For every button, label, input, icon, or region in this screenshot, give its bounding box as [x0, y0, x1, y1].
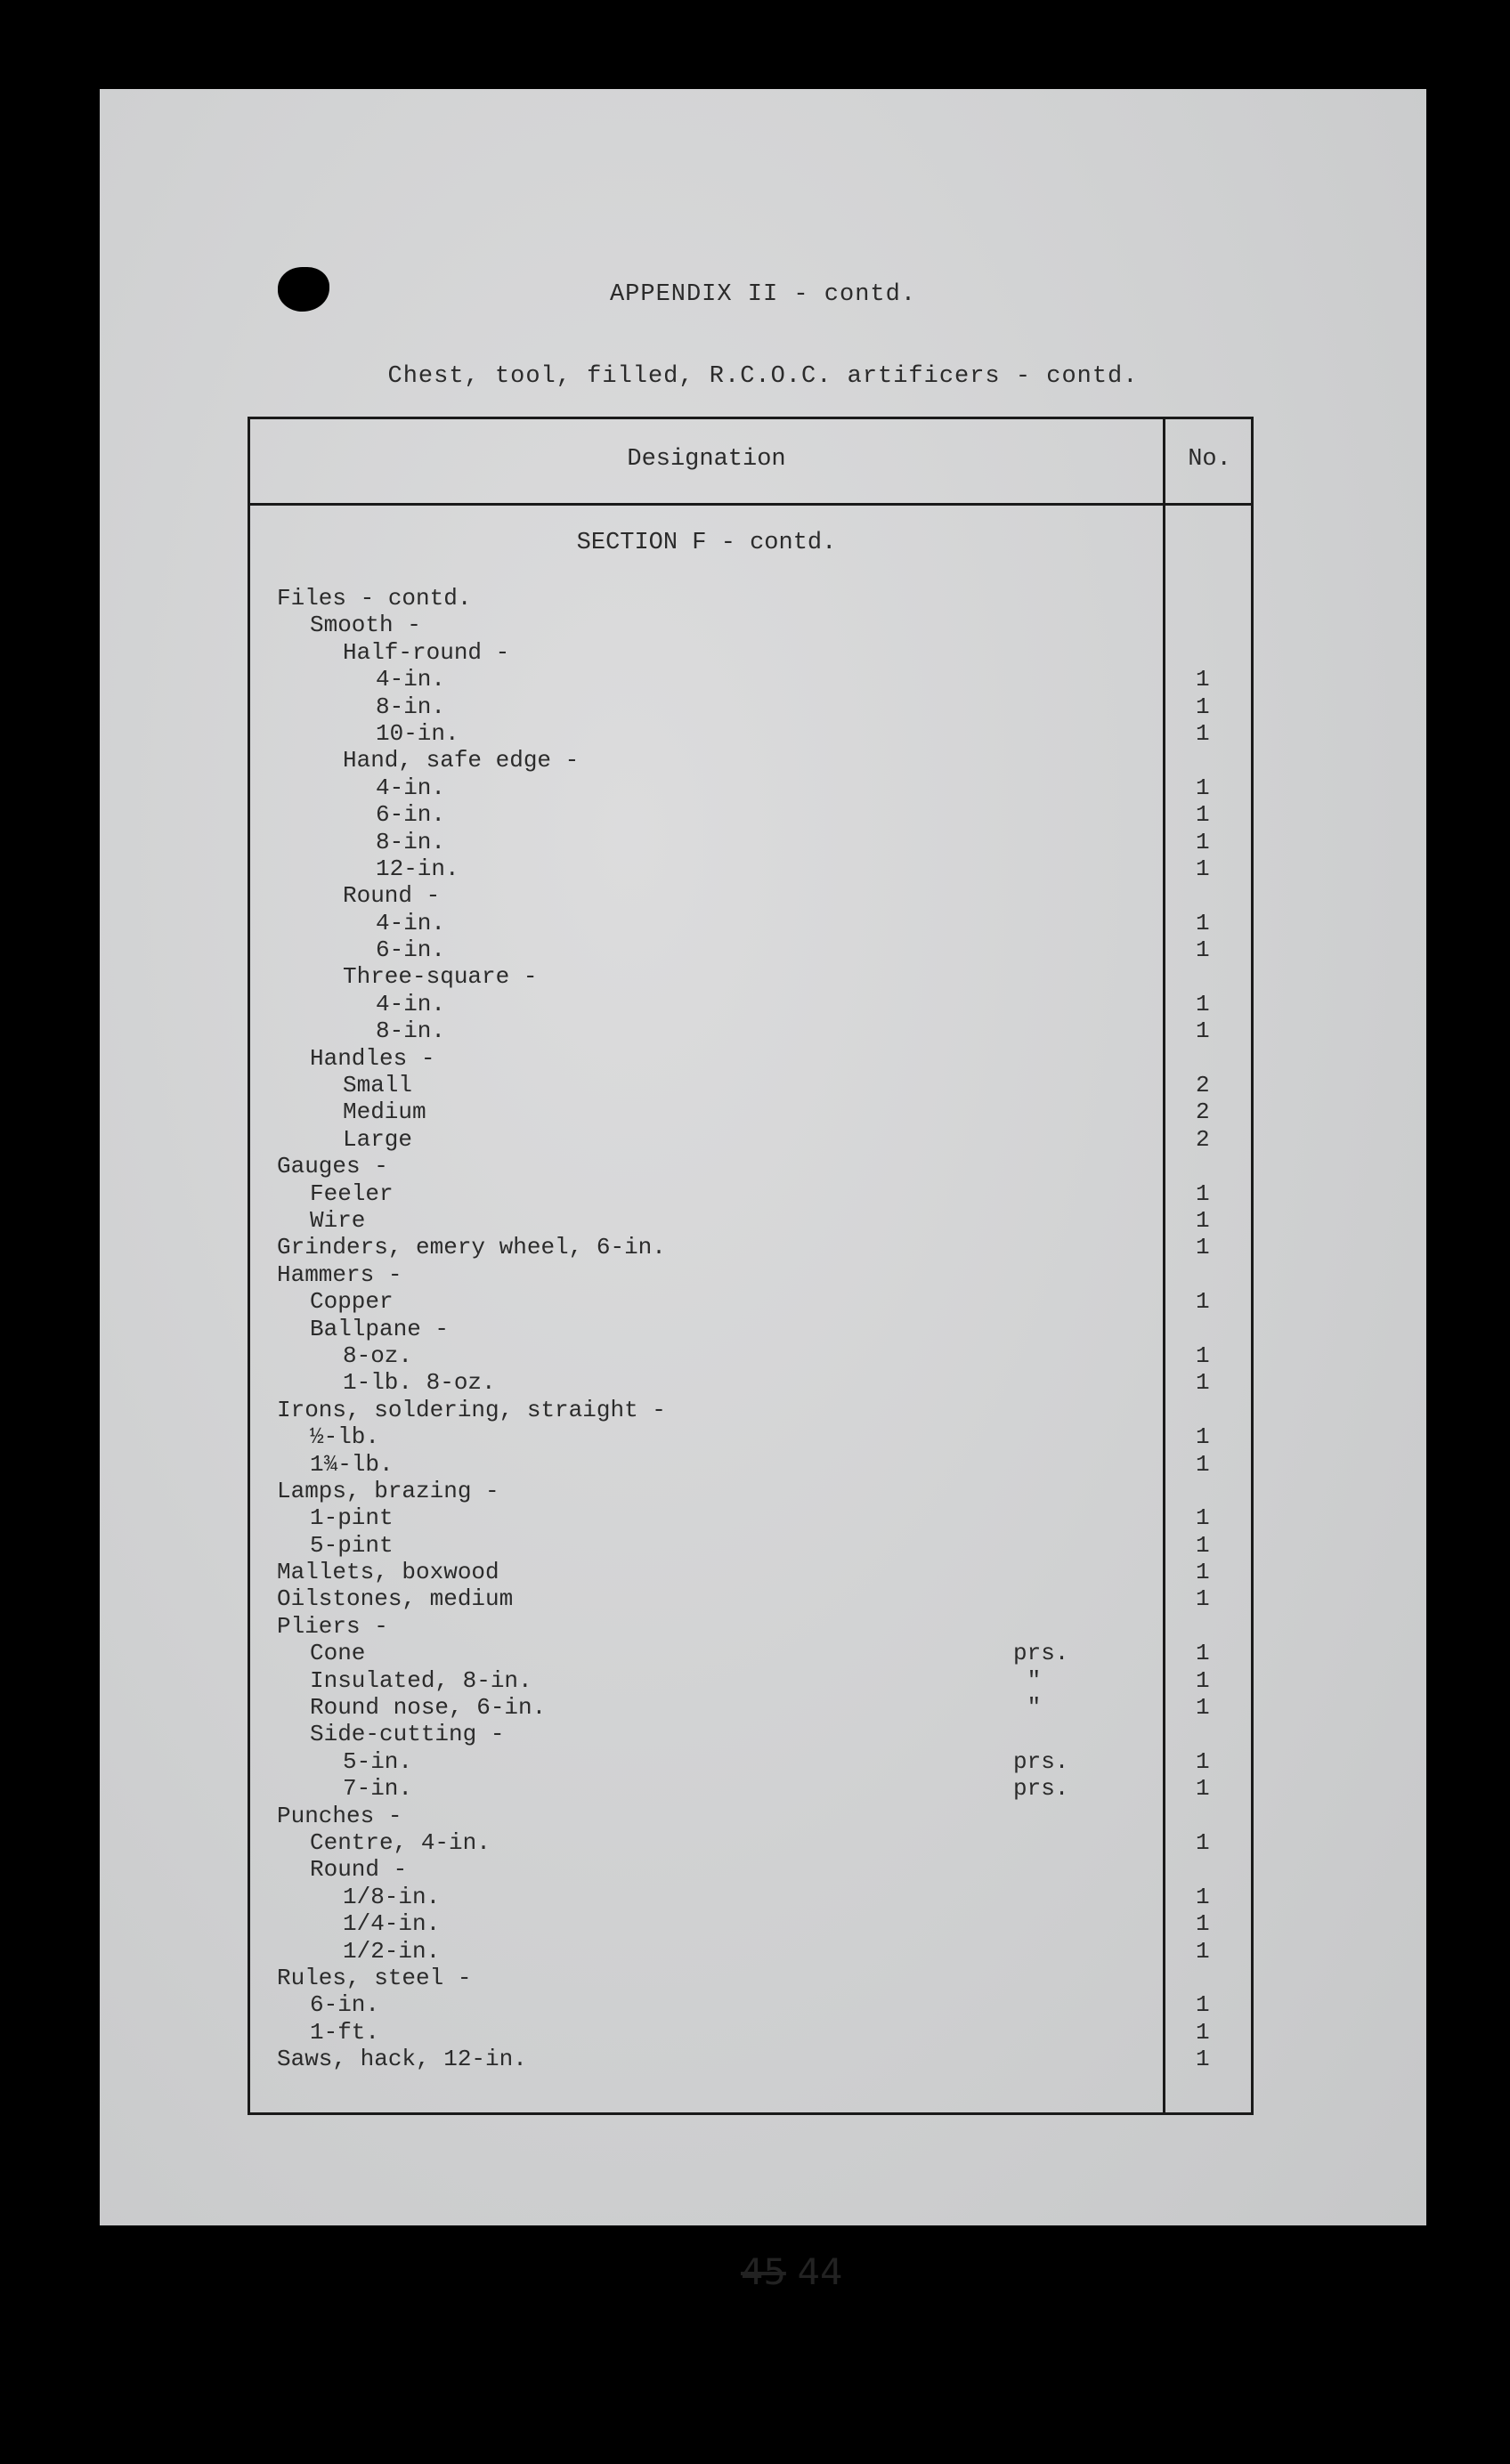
- table-row: [250, 1261, 1252, 1288]
- table-row: [250, 936, 1252, 963]
- row-designation: Oilstones, medium: [277, 1585, 514, 1613]
- table-row: [250, 1613, 1252, 1640]
- row-designation: 1/2-in.: [343, 1937, 441, 1965]
- table-row: [250, 855, 1252, 882]
- row-quantity: 1: [1196, 1234, 1210, 1261]
- table-row: [250, 585, 1252, 612]
- table-row: [250, 720, 1252, 747]
- row-quantity: 1: [1196, 2018, 1210, 2046]
- table-row: [250, 1397, 1252, 1423]
- row-designation: 6-in.: [376, 801, 446, 829]
- table-row: [250, 1045, 1252, 1072]
- row-quantity: 1: [1196, 1910, 1210, 1938]
- table-subtitle: Chest, tool, filled, R.C.O.C. artificers - contd.: [387, 363, 1139, 390]
- table-row: [250, 1721, 1252, 1747]
- row-quantity: 1: [1196, 1288, 1210, 1316]
- table-row: [250, 1856, 1252, 1883]
- table-row: [250, 1207, 1252, 1234]
- row-quantity: 2: [1196, 1072, 1210, 1099]
- table-row: [250, 774, 1252, 801]
- table-row: [250, 1342, 1252, 1369]
- row-designation: 8-in.: [376, 828, 446, 855]
- row-quantity: 1: [1196, 1559, 1210, 1586]
- row-designation: Wire: [310, 1206, 366, 1234]
- row-quantity: 2: [1196, 1098, 1210, 1126]
- row-designation: Small: [343, 1072, 413, 1099]
- row-designation: Copper: [310, 1288, 394, 1316]
- table-row: [250, 1585, 1252, 1612]
- page-number: [741, 2252, 843, 2293]
- row-unit: prs.: [1013, 1640, 1069, 1667]
- table-row: [250, 1288, 1252, 1315]
- row-designation: Rules, steel -: [277, 1964, 472, 1991]
- table-row: [250, 963, 1252, 990]
- row-designation: Half-round -: [343, 638, 510, 666]
- row-quantity: 2: [1196, 1125, 1210, 1153]
- row-quantity: 1: [1196, 1666, 1210, 1694]
- row-quantity: 1: [1196, 1423, 1210, 1451]
- table-row: [250, 1532, 1252, 1559]
- row-quantity: 1: [1196, 1585, 1210, 1613]
- row-quantity: 1: [1196, 1640, 1210, 1667]
- row-designation: Hand, safe edge -: [343, 747, 580, 774]
- row-quantity: 1: [1196, 1206, 1210, 1234]
- table-row: [250, 2046, 1252, 2072]
- row-quantity: 1: [1196, 2046, 1210, 2073]
- row-quantity: 1: [1196, 1017, 1210, 1045]
- row-designation: 4-in.: [376, 666, 446, 693]
- row-quantity: 1: [1196, 1179, 1210, 1207]
- table-row: [250, 1965, 1252, 1991]
- row-designation: Round nose, 6-in.: [310, 1694, 547, 1722]
- struck-page-number: 45: [741, 2252, 786, 2293]
- row-quantity: 1: [1196, 1694, 1210, 1722]
- row-quantity: 1: [1196, 1450, 1210, 1478]
- table-row: [250, 666, 1252, 693]
- row-designation: Centre, 4-in.: [310, 1828, 491, 1856]
- table-row: [250, 747, 1252, 774]
- row-quantity: 1: [1196, 1828, 1210, 1856]
- table-body: [250, 585, 1252, 2072]
- row-designation: Medium: [343, 1098, 426, 1126]
- table-row: [250, 1829, 1252, 1856]
- table-row: [250, 1369, 1252, 1396]
- row-designation: 4-in.: [376, 909, 446, 936]
- row-unit: ": [1013, 1694, 1042, 1722]
- row-designation: Pliers -: [277, 1612, 388, 1640]
- row-unit: ": [1013, 1666, 1042, 1694]
- row-quantity: 1: [1196, 1775, 1210, 1803]
- inventory-table: [248, 417, 1254, 2115]
- row-designation: 4-in.: [376, 990, 446, 1017]
- row-designation: Ballpane -: [310, 1315, 450, 1342]
- table-row: [250, 1072, 1252, 1098]
- row-designation: Round -: [310, 1856, 408, 1884]
- row-designation: 8-in.: [376, 1017, 446, 1045]
- row-quantity: 1: [1196, 1369, 1210, 1397]
- row-quantity: 1: [1196, 1937, 1210, 1965]
- table-row: [250, 1775, 1252, 1802]
- row-quantity: 1: [1196, 828, 1210, 855]
- row-quantity: 1: [1196, 855, 1210, 882]
- row-quantity: 1: [1196, 909, 1210, 936]
- row-quantity: 1: [1196, 1341, 1210, 1369]
- row-designation: Large: [343, 1125, 413, 1153]
- row-designation: 1¾-lb.: [310, 1450, 394, 1478]
- row-designation: Mallets, boxwood: [277, 1559, 499, 1586]
- table-row: [250, 1640, 1252, 1666]
- row-quantity: 1: [1196, 774, 1210, 801]
- row-unit: prs.: [1013, 1747, 1069, 1775]
- table-row: [250, 2019, 1252, 2046]
- section-title: SECTION F - contd.: [576, 530, 837, 556]
- document-page: [100, 89, 1426, 2293]
- row-designation: Insulated, 8-in.: [310, 1666, 532, 1694]
- table-row: [250, 1667, 1252, 1694]
- row-designation: 6-in.: [376, 936, 446, 964]
- row-quantity: 1: [1196, 1991, 1210, 2019]
- row-designation: 5-in.: [343, 1747, 413, 1775]
- column-header-number: No.: [1188, 446, 1231, 473]
- row-designation: Three-square -: [343, 963, 538, 991]
- table-row: [250, 1803, 1252, 1829]
- row-designation: Lamps, brazing -: [277, 1477, 499, 1504]
- row-designation: Irons, soldering, straight -: [277, 1396, 666, 1423]
- table-row: [250, 1451, 1252, 1478]
- row-designation: Saws, hack, 12-in.: [277, 2046, 527, 2073]
- table-row: [250, 693, 1252, 720]
- row-designation: 5-pint: [310, 1531, 394, 1559]
- row-designation: Grinders, emery wheel, 6-in.: [277, 1234, 666, 1261]
- row-designation: 1/4-in.: [343, 1910, 441, 1938]
- row-designation: ½-lb.: [310, 1423, 380, 1451]
- header-rule: [250, 503, 1251, 506]
- row-designation: 4-in.: [376, 774, 446, 801]
- row-designation: 10-in.: [376, 719, 459, 747]
- row-quantity: 1: [1196, 666, 1210, 693]
- row-quantity: 1: [1196, 719, 1210, 747]
- table-row: [250, 639, 1252, 666]
- row-quantity: 1: [1196, 1747, 1210, 1775]
- table-row: [250, 612, 1252, 638]
- row-designation: Feeler: [310, 1179, 394, 1207]
- table-row: [250, 1126, 1252, 1153]
- table-row: [250, 1017, 1252, 1044]
- table-row: [250, 1748, 1252, 1775]
- table-row: [250, 1694, 1252, 1721]
- row-designation: Cone: [310, 1640, 366, 1667]
- row-designation: 1-ft.: [310, 2018, 380, 2046]
- table-row: [250, 1910, 1252, 1937]
- row-designation: Smooth -: [310, 612, 421, 639]
- row-designation: Hammers -: [277, 1260, 402, 1288]
- table-row: [250, 1559, 1252, 1585]
- appendix-title: APPENDIX II - contd.: [609, 281, 917, 308]
- row-designation: Files - contd.: [277, 585, 472, 612]
- row-designation: Punches -: [277, 1802, 402, 1829]
- row-designation: 1/8-in.: [343, 1883, 441, 1910]
- table-row: [250, 1938, 1252, 1965]
- table-row: [250, 1316, 1252, 1342]
- row-designation: Gauges -: [277, 1153, 388, 1180]
- table-row: [250, 1991, 1252, 2018]
- table-row: [250, 1180, 1252, 1207]
- row-quantity: 1: [1196, 1883, 1210, 1910]
- current-page-number: 44: [797, 2252, 843, 2293]
- row-quantity: 1: [1196, 936, 1210, 964]
- table-row: [250, 1504, 1252, 1531]
- row-designation: 6-in.: [310, 1991, 380, 2019]
- table-row: [250, 910, 1252, 936]
- row-quantity: 1: [1196, 990, 1210, 1017]
- table-row: [250, 1478, 1252, 1504]
- row-designation: Handles -: [310, 1044, 435, 1072]
- row-designation: 12-in.: [376, 855, 459, 882]
- row-designation: Side-cutting -: [310, 1721, 505, 1748]
- table-row: [250, 1884, 1252, 1910]
- row-designation: 7-in.: [343, 1775, 413, 1803]
- row-designation: 1-pint: [310, 1504, 394, 1532]
- table-row: [250, 1098, 1252, 1125]
- row-quantity: 1: [1196, 1504, 1210, 1532]
- row-quantity: 1: [1196, 801, 1210, 829]
- row-designation: 8-oz.: [343, 1341, 413, 1369]
- table-row: [250, 1423, 1252, 1450]
- row-quantity: 1: [1196, 1531, 1210, 1559]
- row-quantity: 1: [1196, 693, 1210, 720]
- table-row: [250, 1153, 1252, 1179]
- row-designation: 1-lb. 8-oz.: [343, 1369, 496, 1397]
- row-designation: Round -: [343, 882, 441, 910]
- table-row: [250, 801, 1252, 828]
- table-row: [250, 991, 1252, 1017]
- table-row: [250, 1234, 1252, 1260]
- table-row: [250, 882, 1252, 909]
- row-designation: 8-in.: [376, 693, 446, 720]
- row-unit: prs.: [1013, 1775, 1069, 1803]
- table-row: [250, 829, 1252, 855]
- column-header-designation: Designation: [627, 446, 786, 473]
